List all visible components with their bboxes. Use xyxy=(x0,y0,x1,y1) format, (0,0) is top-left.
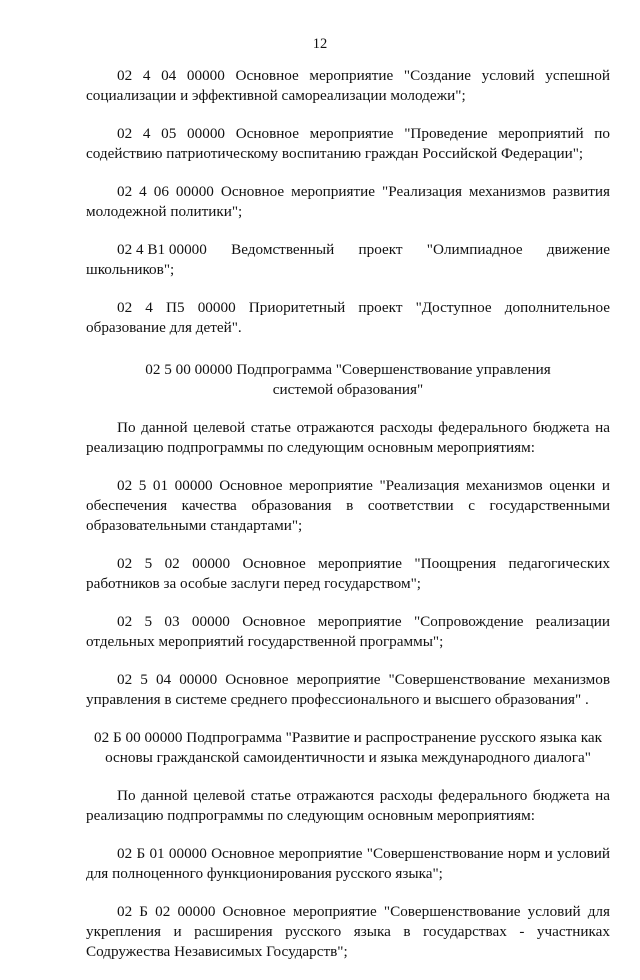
project-word-4: движение xyxy=(546,241,610,258)
subprogram-02-5-line-2: системой образования" xyxy=(272,381,424,398)
paragraph-02-5-02: 02 5 02 00000 Основное мероприятие "Поощрения педагогических работников за особые заслуги перед государством"; xyxy=(86,555,610,592)
document-body xyxy=(86,66,610,980)
paragraph-02-b-02: 02 Б 02 00000 Основное мероприятие "Совершенствование условий для укрепления и расширения русского языка в государствах - участниках Содружества Независимых Государств"; xyxy=(86,903,610,960)
subprogram-02-5-line-1: 02 5 00 00000 Подпрограмма "Совершенствование управления xyxy=(145,361,551,378)
paragraph-02-5-01: 02 5 01 00000 Основное мероприятие "Реализация механизмов оценки и обеспечения качества образования в соответствии с государственными образовательными стандартами"; xyxy=(86,477,610,534)
subprogram-02-b-line-2: основы гражданской самоидентичности и языка международного диалога" xyxy=(105,749,591,766)
subprogram-02-b-heading xyxy=(86,728,610,768)
project-continuation: школьников"; xyxy=(86,261,175,278)
subprogram-02-5-heading xyxy=(86,360,610,400)
paragraph-02-5-04: 02 5 04 00000 Основное мероприятие "Совершенствование механизмов управления в системе среднего профессионального и высшего образования" . xyxy=(86,671,610,708)
page-number: 12 xyxy=(312,36,328,52)
paragraph-02-4-b1 xyxy=(86,240,610,280)
project-word-2: проект xyxy=(358,241,403,258)
project-word-3: "Олимпиадное xyxy=(426,241,523,258)
paragraph-02-5-03: 02 5 03 00000 Основное мероприятие "Сопровождение реализации отдельных мероприятий государственной программы"; xyxy=(86,613,610,650)
paragraph-02-4-05: 02 4 05 00000 Основное мероприятие "Проведение мероприятий по содействию патриотическому воспитанию граждан Российской Федерации"; xyxy=(86,125,610,162)
project-word-1: Ведомственный xyxy=(231,241,335,258)
intro-02-5: По данной целевой статье отражаются расходы федерального бюджета на реализацию подпрограммы по следующим основным мероприятиям: xyxy=(86,419,610,456)
intro-02-b: По данной целевой статье отражаются расходы федерального бюджета на реализацию подпрограммы по следующим основным мероприятиям: xyxy=(86,787,610,824)
paragraph-02-4-04: 02 4 04 00000 Основное мероприятие "Создание условий успешной социализации и эффективной самореализации молодежи"; xyxy=(86,67,610,104)
paragraph-02-b-01: 02 Б 01 00000 Основное мероприятие "Совершенствование норм и условий для полноценного функционирования русского языка"; xyxy=(86,845,610,882)
paragraph-02-4-06: 02 4 06 00000 Основное мероприятие "Реализация механизмов развития молодежной политики"; xyxy=(86,183,610,220)
project-code: 02 4 В1 00000 xyxy=(117,241,207,258)
paragraph-02-4-p5: 02 4 П5 00000 Приоритетный проект "Доступное дополнительное образование для детей". xyxy=(86,299,610,336)
project-line-spread xyxy=(86,240,610,260)
subprogram-02-b-line-1: 02 Б 00 00000 Подпрограмма "Развитие и распространение русского языка как xyxy=(94,729,602,746)
